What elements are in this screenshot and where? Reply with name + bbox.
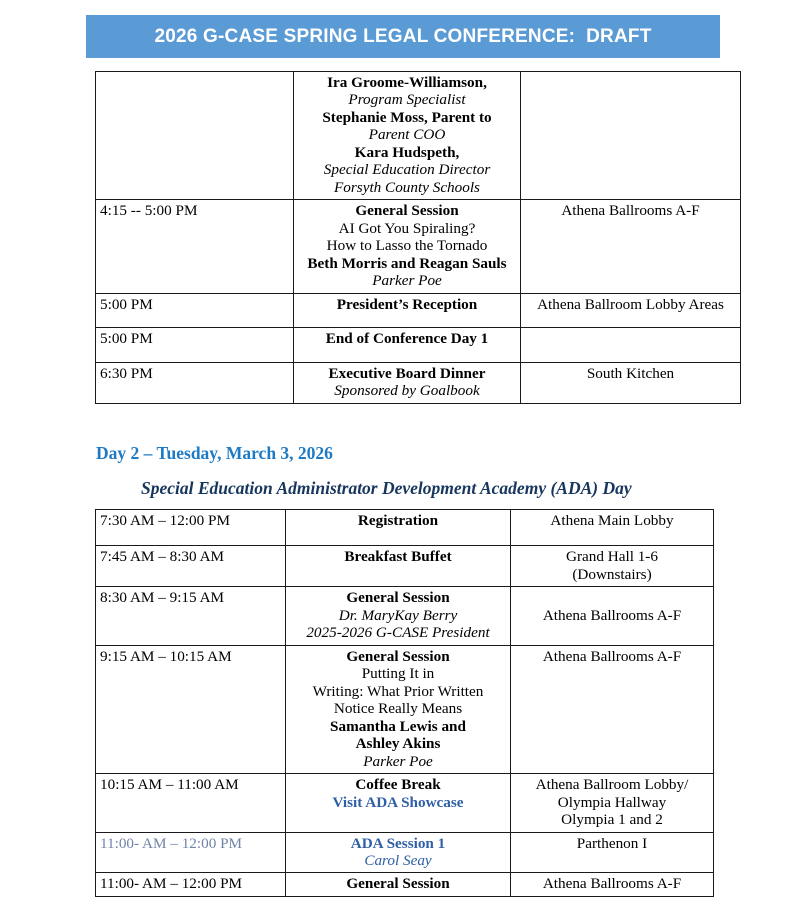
banner-title-text: 2026 G-CASE SPRING LEGAL CONFERENCE: DRAFT [154, 25, 652, 47]
row-event-line: Samantha Lewis and [330, 717, 466, 735]
row-location [521, 72, 741, 200]
day2-subheading: Special Education Administrator Development Academy (ADA) Day [141, 478, 632, 498]
row-time [96, 72, 294, 200]
row-time-line: 7:45 AM – 8:30 AM [100, 548, 225, 566]
row-event-line: Dr. MaryKay Berry [338, 606, 458, 624]
row-location [511, 510, 714, 546]
row-event [286, 774, 511, 832]
row-event-line: Parker Poe [363, 752, 433, 770]
row-location-line: (Downstairs) [572, 565, 652, 583]
row-event-line: Writing: What Prior Written [312, 682, 484, 700]
row-event-line: Special Education Director [323, 161, 491, 179]
row-location-line: Parthenon I [576, 834, 648, 852]
row-event-line: Kara Hudspeth, [354, 143, 460, 161]
row-location [511, 546, 714, 587]
row-location [511, 587, 714, 645]
table-row [96, 546, 714, 587]
row-event [286, 546, 511, 587]
row-time [96, 200, 294, 293]
row-event-line: Parker Poe [372, 272, 442, 290]
row-time-line: 5:00 PM [100, 295, 153, 313]
row-time-line: 5:00 PM [100, 330, 153, 348]
row-location-line: Grand Hall 1-6 [566, 548, 658, 566]
row-event [286, 873, 511, 896]
row-time [96, 293, 294, 327]
row-event-line: General Session [346, 875, 450, 893]
row-event-line: Notice Really Means [333, 700, 463, 718]
row-event-line: How to Lasso the Tornado [326, 237, 488, 255]
table-row [96, 362, 741, 403]
row-time-line: 11:00- AM – 12:00 PM [100, 834, 243, 852]
row-location [511, 873, 714, 896]
day2-agenda-table [95, 509, 714, 897]
row-location-line: Athena Ballrooms A-F [542, 875, 682, 893]
row-event-line: Forsyth County Schools [334, 178, 480, 196]
row-event-line: Beth Morris and Reagan Sauls [307, 254, 507, 272]
row-event [286, 832, 511, 873]
row-location [521, 200, 741, 293]
row-time [96, 510, 286, 546]
table-row [96, 510, 714, 546]
row-location [511, 645, 714, 773]
row-location-line: Athena Ballrooms A-F [542, 607, 682, 625]
table-row [96, 774, 714, 832]
row-event [286, 587, 511, 645]
row-event-line: Visit ADA Showcase [332, 793, 464, 811]
row-location [521, 362, 741, 403]
row-time-line: 8:30 AM – 9:15 AM [100, 589, 225, 607]
row-event [294, 72, 521, 200]
row-time-line: 9:15 AM – 10:15 AM [100, 647, 232, 665]
row-event-line: Registration [357, 512, 439, 529]
row-event [294, 328, 521, 362]
row-event-line: Sponsored by Goalbook [334, 382, 480, 400]
row-location-line: Athena Ballroom Lobby Areas [537, 295, 724, 313]
row-time [96, 774, 286, 832]
row-time [96, 328, 294, 362]
row-event-line: General Session [346, 647, 450, 665]
table-row [96, 873, 714, 896]
table-row [96, 200, 741, 293]
row-event [286, 645, 511, 773]
row-location [521, 328, 741, 362]
row-location-line: Athena Main Lobby [550, 512, 674, 529]
row-event-line: Parent COO [368, 126, 446, 144]
day1-agenda-table [95, 71, 741, 404]
row-event-line: Carol Seay [364, 851, 432, 869]
row-time [96, 873, 286, 896]
row-event-line: General Session [355, 202, 459, 220]
row-time [96, 546, 286, 587]
row-event-line: End of Conference Day 1 [325, 330, 489, 348]
row-time-line: 6:30 PM [100, 364, 153, 382]
row-event [294, 200, 521, 293]
table-row [96, 328, 741, 362]
row-event-line: President’s Reception [336, 295, 478, 313]
day2-table-body [96, 510, 714, 897]
row-event-line: Ashley Akins [355, 735, 441, 753]
day2-heading: Day 2 – Tuesday, March 3, 2026 [96, 443, 333, 463]
row-location [521, 293, 741, 327]
row-location-line: Athena Ballrooms A-F [542, 647, 682, 665]
row-location-line: Olympia Hallway [557, 793, 667, 811]
row-event [294, 362, 521, 403]
row-event-line: Breakfast Buffet [344, 548, 452, 566]
day1-table-body [96, 72, 741, 404]
row-event-line: Putting It in [361, 665, 435, 683]
conference-title-banner [86, 15, 720, 58]
row-time [96, 587, 286, 645]
table-row [96, 832, 714, 873]
row-location-line: Athena Ballroom Lobby/ [535, 776, 689, 794]
row-time-line: 10:15 AM – 11:00 AM [100, 776, 239, 794]
table-row [96, 72, 741, 200]
row-time [96, 832, 286, 873]
row-event-line: AI Got You Spiraling? [338, 219, 476, 237]
table-row [96, 645, 714, 773]
row-event-line: 2025-2026 G-CASE President [306, 624, 490, 642]
row-location [511, 774, 714, 832]
row-time-line: 11:00- AM – 12:00 PM [100, 875, 243, 893]
row-event-line: Executive Board Dinner [328, 364, 486, 382]
row-time [96, 362, 294, 403]
row-event-line: Ira Groome-Williamson, [327, 74, 487, 91]
row-event-line: ADA Session 1 [350, 834, 446, 852]
table-row [96, 587, 714, 645]
row-location [511, 832, 714, 873]
row-event-line: Coffee Break [355, 776, 441, 794]
row-event [294, 293, 521, 327]
row-time-line: 7:30 AM – 12:00 PM [100, 512, 230, 529]
table-row [96, 293, 741, 327]
row-location-line: South Kitchen [586, 364, 675, 382]
row-location-line: Athena Ballrooms A-F [561, 202, 700, 220]
row-event-line: Program Specialist [348, 91, 466, 109]
row-location-line: Olympia 1 and 2 [561, 811, 663, 829]
row-time [96, 645, 286, 773]
row-event [286, 510, 511, 546]
row-event-line: Stephanie Moss, Parent to [322, 108, 492, 126]
row-event-line: General Session [346, 589, 450, 607]
row-time-line: 4:15 -- 5:00 PM [100, 202, 198, 220]
